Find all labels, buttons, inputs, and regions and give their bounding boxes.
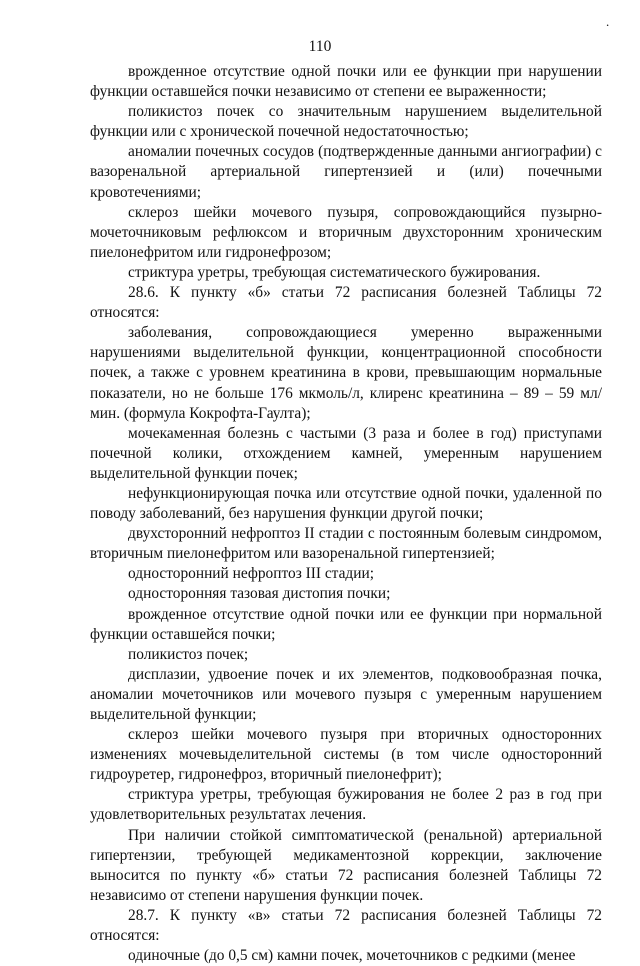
- page-number: 110: [308, 38, 332, 55]
- paragraph-2: поликистоз почек со значительным нарушением выделительной функции или с хронической почечной недостаточностью;: [90, 103, 602, 141]
- paragraph-16: склероз шейки мочевого пузыря при вторичных односторонних изменениях мочевыделительной системы (в том числе односторонний гидроуретер, гидронефроз, вторичный пиелонефрит);: [90, 726, 602, 784]
- paragraph-10: двухсторонний нефроптоз II стадии с постоянным болевым синдромом, вторичным пиелонефритом или вазоренальной гипертензией;: [90, 525, 602, 563]
- paragraph-17: стриктура уретры, требующая бужирования не более 2 раз в год при удовлетворительных результатах лечения.: [90, 786, 602, 824]
- paragraph-7: заболевания, сопровождающиеся умеренно выраженными нарушениями выделительной функции, концентрационной способности почек, а также с уровнем креатинина в крови, превышающим нормальные показатели, но не больше 176 мкмоль/л, клиренс креатинина – 89 – 59 мл/мин. (формула Кокрофта-Гаулта);: [90, 324, 602, 422]
- paragraph-5: стриктура уретры, требующая систематического бужирования.: [128, 263, 541, 281]
- paragraph-11: односторонний нефроптоз III стадии;: [128, 565, 375, 583]
- paragraph-8: мочекаменная болезнь с частыми (3 раза и более в год) приступами почечной колики, отхождением камней, умеренным нарушением выделительной функции почек;: [90, 424, 602, 482]
- paragraph-14: поликистоз почек;: [128, 645, 249, 663]
- paragraph-12: односторонняя тазовая дистопия почки;: [128, 585, 391, 603]
- paragraph-4: склероз шейки мочевого пузыря, сопровождающийся пузырно-мочеточниковым рефлюксом и вторичным двухсторонним хроническим пиелонефритом или гидронефрозом;: [90, 203, 602, 261]
- paragraph-15: дисплазии, удвоение почек и их элементов, подковообразная почка, аномалии мочеточников или мочевого пузыря с умеренным нарушением выделительной функции;: [90, 665, 602, 723]
- paragraph-20: одиночные (до 0,5 см) камни почек, мочеточников с редкими (менее: [128, 947, 576, 965]
- paragraph-9: нефункционирующая почка или отсутствие одной почки, удаленной по поводу заболеваний, без нарушения функции другой почки;: [90, 484, 602, 523]
- corner-mark: .: [606, 14, 610, 29]
- paragraph-3: аномалии почечных сосудов (подтвержденные данными ангиографии) с вазоренальной артериальной гипертензией и (или) почечными кровотечениями;: [90, 143, 602, 201]
- section-28-7-heading: 28.7. К пункту «в» статьи 72 расписания болезней Таблицы 72 относятся:: [90, 906, 602, 945]
- paragraph-13: врожденное отсутствие одной почки или ее функции при нормальной функции оставшейся почки;: [90, 605, 602, 643]
- section-28-6-heading: 28.6. К пункту «б» статьи 72 расписания болезней Таблицы 72 относятся:: [90, 284, 602, 322]
- paragraph-18: При наличии стойкой симптоматической (ренальной) артериальной гипертензии, требующей медикаментозной коррекции, заключение выносится по пункту «б» статьи 72 расписания болезней Таблицы 72 независимо от степени нарушения функции почек.: [90, 826, 602, 904]
- paragraph-1: врожденное отсутствие одной почки или ее функции при нарушении функции оставшейся почки независимо от степени ее выраженности;: [90, 63, 602, 101]
- document-body: [90, 62, 602, 966]
